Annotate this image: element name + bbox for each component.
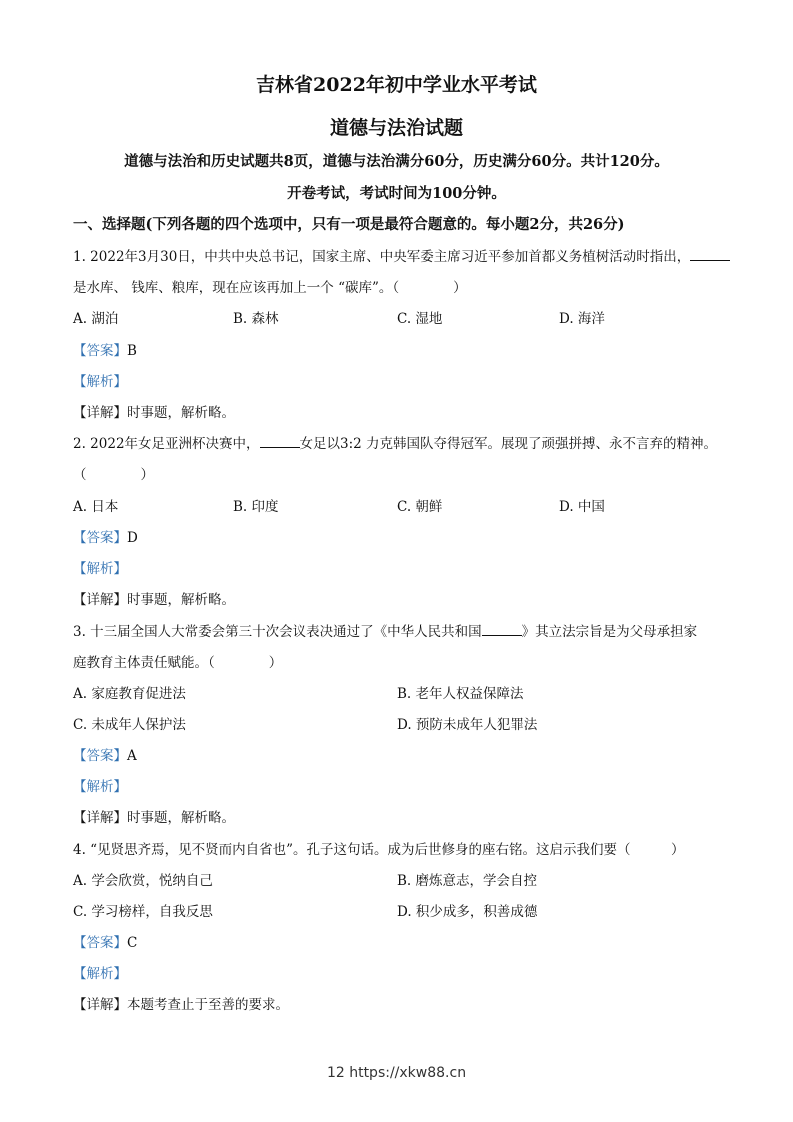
answer-label: 【答案】: [73, 748, 127, 764]
question-2-option-c: C. 朝鲜: [397, 499, 443, 515]
question-3-stem-suffix: 》其立法宗旨是为父母承担家: [521, 624, 698, 640]
answer-label: 【答案】: [73, 530, 127, 546]
question-3-analysis: [73, 775, 127, 795]
analysis-label: 【解析】: [73, 374, 127, 390]
question-2-detail: [73, 588, 235, 608]
question-3-blank: [482, 623, 522, 636]
question-4-analysis: [73, 962, 127, 982]
question-3-option-b: B. 老年人权益保障法: [397, 686, 524, 702]
question-2-option-a: A. 日本: [73, 499, 119, 515]
question-4-detail: [73, 993, 289, 1013]
question-2-blank: [260, 435, 300, 448]
question-3-answer: [73, 744, 137, 764]
section-heading: 一、选择题(下列各题的四个选项中，只有一项是最符合题意的。每小题2分，共26分): [73, 216, 625, 233]
question-2-stem-line-1: [73, 432, 717, 452]
exam-info-line-1: 道德与法治和历史试题共8页，道德与法治满分60分，历史满分60分。共计120分。: [124, 153, 669, 170]
question-3-stem-line-1: [73, 620, 697, 640]
question-1-answer: [73, 339, 137, 359]
question-2-stem-prefix: 2. 2022年女足亚洲杯决赛中，: [73, 436, 260, 452]
question-2-option-d: D. 中国: [559, 499, 605, 515]
question-1-option-b: B. 森林: [233, 311, 279, 327]
question-4-answer-value: C: [127, 935, 138, 951]
analysis-label: 【解析】: [73, 561, 127, 577]
question-4-answer: [73, 931, 137, 951]
question-1-option-d: D. 海洋: [559, 311, 605, 327]
question-3-answer-value: A: [127, 748, 137, 764]
question-1-stem-line-2: 是水库、 钱库、粮库，现在应该再加上一个 “碳库”。（ ）: [73, 280, 467, 296]
question-4-option-a: A. 学会欣赏，悦纳自己: [73, 873, 213, 889]
question-3-stem-prefix: 3. 十三届全国人大常委会第三十次会议表决通过了《中华人民共和国: [73, 624, 482, 640]
question-2-option-b: B. 印度: [233, 499, 279, 515]
question-1-option-a: A. 湖泊: [73, 311, 119, 327]
question-3-option-c: C. 未成年人保护法: [73, 717, 186, 733]
question-1-stem-line-1: [73, 245, 730, 265]
answer-label: 【答案】: [73, 343, 127, 359]
analysis-label: 【解析】: [73, 966, 127, 982]
question-3-detail: [73, 806, 235, 826]
detail-label: 【详解】: [73, 997, 127, 1013]
question-2-analysis: [73, 557, 127, 577]
exam-info-line-2: 开卷考试，考试时间为100分钟。: [287, 185, 506, 202]
question-4-stem: 4. “见贤思齐焉，见不贤而内自省也”。孔子这句话。成为后世修身的座右铭。这启示我们要（ ）: [73, 842, 685, 858]
question-4-option-c: C. 学习榜样，自我反思: [73, 904, 213, 920]
page-footer: 12 https://xkw88.cn: [326, 1065, 467, 1081]
question-4-option-d: D. 积少成多，积善成德: [397, 904, 538, 920]
question-1-blank: [690, 248, 730, 261]
question-1-detail: [73, 401, 235, 421]
exam-title: 吉林省2022年初中学业水平考试: [256, 74, 537, 96]
question-1-detail-text: 时事题，解析略。: [127, 405, 235, 421]
detail-label: 【详解】: [73, 592, 127, 608]
exam-subtitle: 道德与法治试题: [329, 117, 463, 139]
question-3-option-a: A. 家庭教育促进法: [73, 686, 186, 702]
question-4-option-b: B. 磨炼意志，学会自控: [397, 873, 538, 889]
question-4-detail-text: 本题考查止于至善的要求。: [127, 997, 289, 1013]
question-3-stem-line-2: 庭教育主体责任赋能。（ ）: [73, 655, 283, 671]
question-2-stem-suffix: 女足以3:2 力克韩国队夺得冠军。展现了顽强拼搏、永不言弃的精神。: [299, 436, 718, 452]
question-2-stem-line-2: （ ）: [73, 467, 154, 483]
answer-label: 【答案】: [73, 935, 127, 951]
question-2-detail-text: 时事题，解析略。: [127, 592, 235, 608]
question-1-option-c: C. 湿地: [397, 311, 443, 327]
question-1-analysis: [73, 370, 127, 390]
question-3-option-d: D. 预防未成年人犯罪法: [397, 717, 538, 733]
question-2-answer: [73, 526, 138, 546]
question-1-stem-part-1: 1. 2022年3月30日，中共中央总书记，国家主席、中央军委主席习近平参加首都义务植树活动时指出，: [73, 249, 691, 265]
question-3-detail-text: 时事题，解析略。: [127, 810, 235, 826]
analysis-label: 【解析】: [73, 779, 127, 795]
detail-label: 【详解】: [73, 810, 127, 826]
question-1-answer-value: B: [127, 343, 137, 359]
question-2-answer-value: D: [127, 530, 138, 546]
detail-label: 【详解】: [73, 405, 127, 421]
